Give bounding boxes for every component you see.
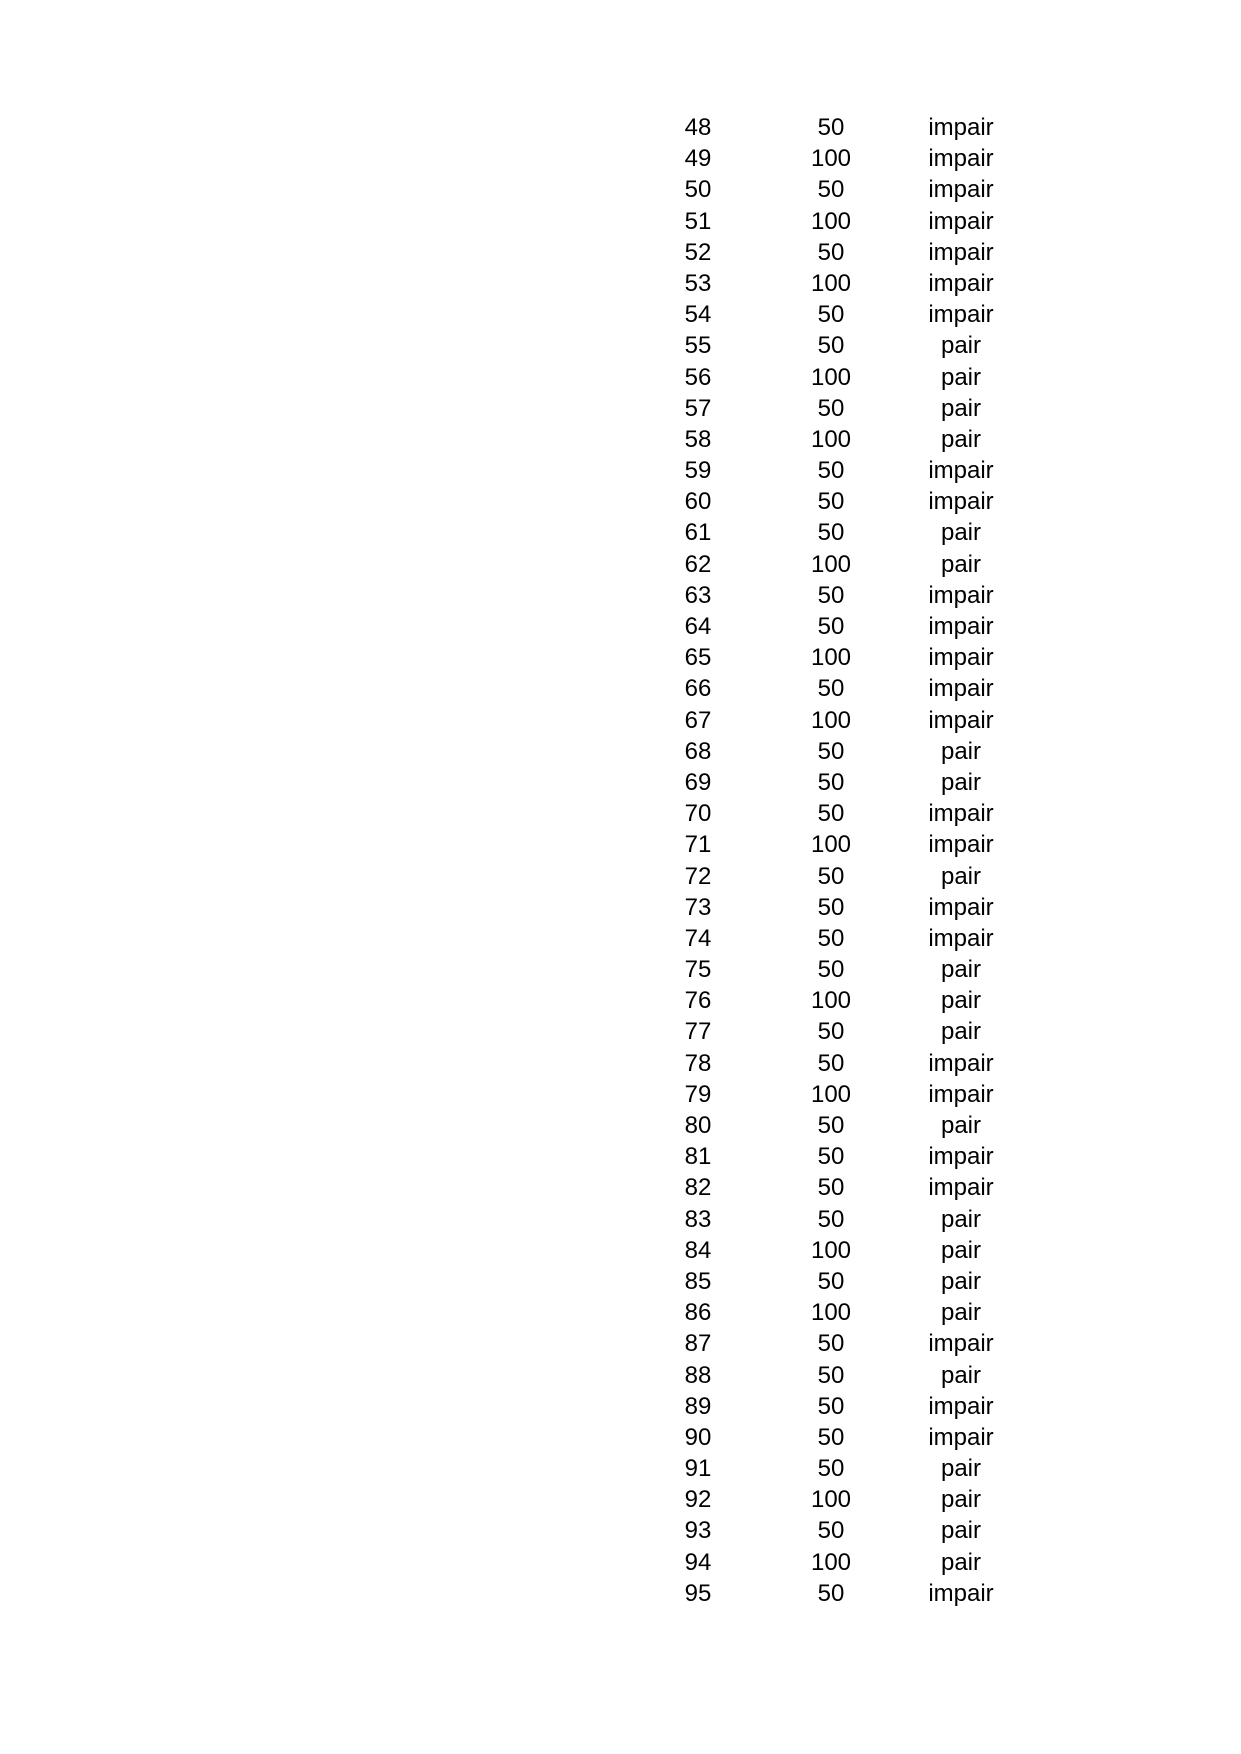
row-number-cell: 91: [684, 1455, 712, 1483]
value-cell: 50: [817, 1361, 845, 1389]
row-number-cell: 92: [684, 1486, 712, 1514]
parity-cell: pair: [940, 519, 982, 547]
parity-cell: pair: [940, 862, 982, 890]
value-cell: 100: [810, 706, 852, 734]
table-row: [628, 985, 1028, 1016]
row-number-cell: 90: [684, 1423, 712, 1451]
row-number-cell: 48: [684, 114, 712, 141]
parity-cell: pair: [940, 332, 982, 360]
parity-cell: impair: [928, 613, 994, 640]
parity-cell: pair: [940, 363, 982, 391]
table-row: [628, 1141, 1028, 1172]
row-number-cell: 83: [684, 1205, 712, 1233]
value-cell: 100: [810, 644, 852, 672]
parity-cell: pair: [940, 1267, 982, 1295]
parity-cell: impair: [928, 457, 994, 485]
row-number-cell: 76: [684, 987, 712, 1015]
row-number-cell: 51: [684, 207, 712, 235]
parity-cell: pair: [940, 394, 982, 422]
table-row: [628, 1048, 1028, 1079]
row-number-cell: 87: [684, 1330, 712, 1358]
parity-cell: pair: [940, 737, 982, 765]
table-row: [628, 143, 1028, 174]
parity-cell: impair: [928, 176, 994, 204]
row-number-cell: 67: [684, 706, 712, 734]
parity-cell: impair: [928, 800, 994, 828]
parity-cell: pair: [940, 987, 982, 1015]
parity-cell: impair: [928, 1174, 994, 1202]
parity-cell: impair: [928, 301, 994, 329]
table-row: [628, 1453, 1028, 1484]
parity-cell: pair: [940, 1361, 982, 1389]
value-cell: 50: [817, 1205, 845, 1233]
table-row: [628, 642, 1028, 673]
parity-cell: impair: [928, 581, 994, 609]
value-cell: 100: [810, 1080, 852, 1108]
value-cell: 50: [817, 394, 845, 422]
value-cell: 50: [817, 1112, 845, 1139]
table-row: [628, 1360, 1028, 1391]
value-cell: 50: [817, 1049, 845, 1077]
value-cell: 50: [817, 1267, 845, 1295]
row-number-cell: 72: [684, 862, 712, 890]
parity-cell: pair: [940, 1236, 982, 1264]
value-cell: 50: [817, 581, 845, 609]
table-row: [628, 362, 1028, 393]
row-number-cell: 59: [684, 457, 712, 485]
value-cell: 50: [817, 1517, 845, 1545]
value-cell: 50: [817, 613, 845, 640]
parity-cell: pair: [940, 1455, 982, 1483]
value-cell: 100: [810, 1236, 852, 1264]
parity-cell: pair: [940, 1018, 982, 1046]
row-number-cell: 88: [684, 1361, 712, 1389]
parity-cell: impair: [928, 488, 994, 516]
row-number-cell: 77: [684, 1018, 712, 1046]
table-row: [628, 1484, 1028, 1515]
parity-cell: impair: [928, 924, 994, 952]
value-cell: 50: [817, 893, 845, 921]
row-number-cell: 70: [684, 800, 712, 828]
parity-cell: pair: [940, 768, 982, 796]
value-cell: 100: [810, 363, 852, 391]
value-cell: 50: [817, 924, 845, 952]
value-cell: 50: [817, 1330, 845, 1358]
row-number-cell: 58: [684, 425, 712, 453]
parity-cell: impair: [928, 269, 994, 297]
row-number-cell: 52: [684, 238, 712, 266]
row-number-cell: 81: [684, 1143, 712, 1171]
table-row: [628, 1391, 1028, 1422]
table-row: [628, 112, 1028, 143]
parity-cell: impair: [928, 1143, 994, 1171]
value-cell: 50: [817, 1018, 845, 1046]
table-row: [628, 455, 1028, 486]
row-number-cell: 85: [684, 1267, 712, 1295]
table-row: [628, 673, 1028, 704]
table-row: [628, 486, 1028, 517]
table-row: [628, 1016, 1028, 1047]
parity-cell: impair: [928, 207, 994, 235]
table-row: [628, 1235, 1028, 1266]
table-row: [628, 1547, 1028, 1578]
parity-cell: impair: [928, 238, 994, 266]
table-row: [628, 1297, 1028, 1328]
row-number-cell: 49: [684, 145, 712, 173]
table-row: [628, 424, 1028, 455]
table-row: [628, 767, 1028, 798]
value-cell: 50: [817, 301, 845, 329]
value-cell: 50: [817, 457, 845, 485]
value-cell: 50: [817, 332, 845, 360]
row-number-cell: 84: [684, 1236, 712, 1264]
table-row: [628, 1328, 1028, 1359]
parity-cell: impair: [928, 893, 994, 921]
table-row: [628, 611, 1028, 642]
table-row: [628, 736, 1028, 767]
row-number-cell: 66: [684, 675, 712, 703]
value-cell: 50: [817, 1392, 845, 1420]
value-cell: 50: [817, 862, 845, 890]
row-number-cell: 62: [684, 550, 712, 578]
row-number-cell: 69: [684, 768, 712, 796]
value-cell: 50: [817, 519, 845, 547]
table-row: [628, 517, 1028, 548]
value-cell: 50: [817, 1455, 845, 1483]
parity-cell: impair: [928, 1330, 994, 1358]
row-number-cell: 95: [684, 1579, 712, 1607]
table-row: [628, 393, 1028, 424]
parity-cell: impair: [928, 644, 994, 672]
table-row: [628, 954, 1028, 985]
row-number-cell: 79: [684, 1080, 712, 1108]
value-cell: 100: [810, 1299, 852, 1327]
table-row: [628, 174, 1028, 205]
row-number-cell: 54: [684, 301, 712, 329]
row-number-cell: 71: [684, 831, 712, 859]
parity-cell: impair: [928, 1392, 994, 1420]
row-number-cell: 75: [684, 956, 712, 984]
value-cell: 50: [817, 114, 845, 141]
data-table: [628, 112, 1028, 1609]
row-number-cell: 60: [684, 488, 712, 516]
table-row: [628, 237, 1028, 268]
value-cell: 100: [810, 987, 852, 1015]
row-number-cell: 94: [684, 1548, 712, 1576]
table-row: [628, 861, 1028, 892]
row-number-cell: 68: [684, 737, 712, 765]
row-number-cell: 64: [684, 613, 712, 640]
value-cell: 100: [810, 1486, 852, 1514]
row-number-cell: 56: [684, 363, 712, 391]
value-cell: 50: [817, 1174, 845, 1202]
value-cell: 50: [817, 800, 845, 828]
value-cell: 50: [817, 488, 845, 516]
row-number-cell: 57: [684, 394, 712, 422]
value-cell: 50: [817, 238, 845, 266]
parity-cell: pair: [940, 550, 982, 578]
table-row: [628, 1422, 1028, 1453]
row-number-cell: 86: [684, 1299, 712, 1327]
parity-cell: impair: [928, 675, 994, 703]
row-number-cell: 55: [684, 332, 712, 360]
table-row: [628, 1079, 1028, 1110]
table-row: [628, 1172, 1028, 1203]
parity-cell: pair: [940, 1112, 982, 1139]
table-row: [628, 330, 1028, 361]
parity-cell: impair: [928, 1423, 994, 1451]
table-row: [628, 892, 1028, 923]
value-cell: 50: [817, 675, 845, 703]
value-cell: 50: [817, 1423, 845, 1451]
value-cell: 100: [810, 425, 852, 453]
parity-cell: impair: [928, 1080, 994, 1108]
row-number-cell: 80: [684, 1112, 712, 1139]
parity-cell: impair: [928, 831, 994, 859]
table-row: [628, 829, 1028, 860]
parity-cell: impair: [928, 114, 994, 141]
parity-cell: pair: [940, 1517, 982, 1545]
table-row: [628, 1266, 1028, 1297]
table-row: [628, 923, 1028, 954]
table-row: [628, 299, 1028, 330]
row-number-cell: 82: [684, 1174, 712, 1202]
row-number-cell: 74: [684, 924, 712, 952]
value-cell: 50: [817, 768, 845, 796]
value-cell: 100: [810, 145, 852, 173]
row-number-cell: 73: [684, 893, 712, 921]
table-row: [628, 1110, 1028, 1141]
table-row: [628, 798, 1028, 829]
table-row: [628, 1204, 1028, 1235]
value-cell: 100: [810, 550, 852, 578]
parity-cell: impair: [928, 706, 994, 734]
row-number-cell: 78: [684, 1049, 712, 1077]
parity-cell: impair: [928, 145, 994, 173]
value-cell: 50: [817, 176, 845, 204]
parity-cell: pair: [940, 1486, 982, 1514]
table-row: [628, 705, 1028, 736]
parity-cell: pair: [940, 1548, 982, 1576]
value-cell: 100: [810, 831, 852, 859]
parity-cell: pair: [940, 1299, 982, 1327]
row-number-cell: 50: [684, 176, 712, 204]
parity-cell: pair: [940, 956, 982, 984]
row-number-cell: 65: [684, 644, 712, 672]
table-row: [628, 268, 1028, 299]
value-cell: 50: [817, 1579, 845, 1607]
value-cell: 100: [810, 207, 852, 235]
table-row: [628, 549, 1028, 580]
parity-cell: pair: [940, 1205, 982, 1233]
table-row: [628, 1578, 1028, 1609]
value-cell: 50: [817, 1143, 845, 1171]
value-cell: 50: [817, 737, 845, 765]
parity-cell: pair: [940, 425, 982, 453]
parity-cell: impair: [928, 1049, 994, 1077]
value-cell: 50: [817, 956, 845, 984]
row-number-cell: 53: [684, 269, 712, 297]
table-row: [628, 580, 1028, 611]
value-cell: 100: [810, 269, 852, 297]
row-number-cell: 93: [684, 1517, 712, 1545]
value-cell: 100: [810, 1548, 852, 1576]
parity-cell: impair: [928, 1579, 994, 1607]
row-number-cell: 63: [684, 581, 712, 609]
table-row: [628, 1515, 1028, 1546]
table-row: [628, 206, 1028, 237]
row-number-cell: 89: [684, 1392, 712, 1420]
row-number-cell: 61: [684, 519, 712, 547]
